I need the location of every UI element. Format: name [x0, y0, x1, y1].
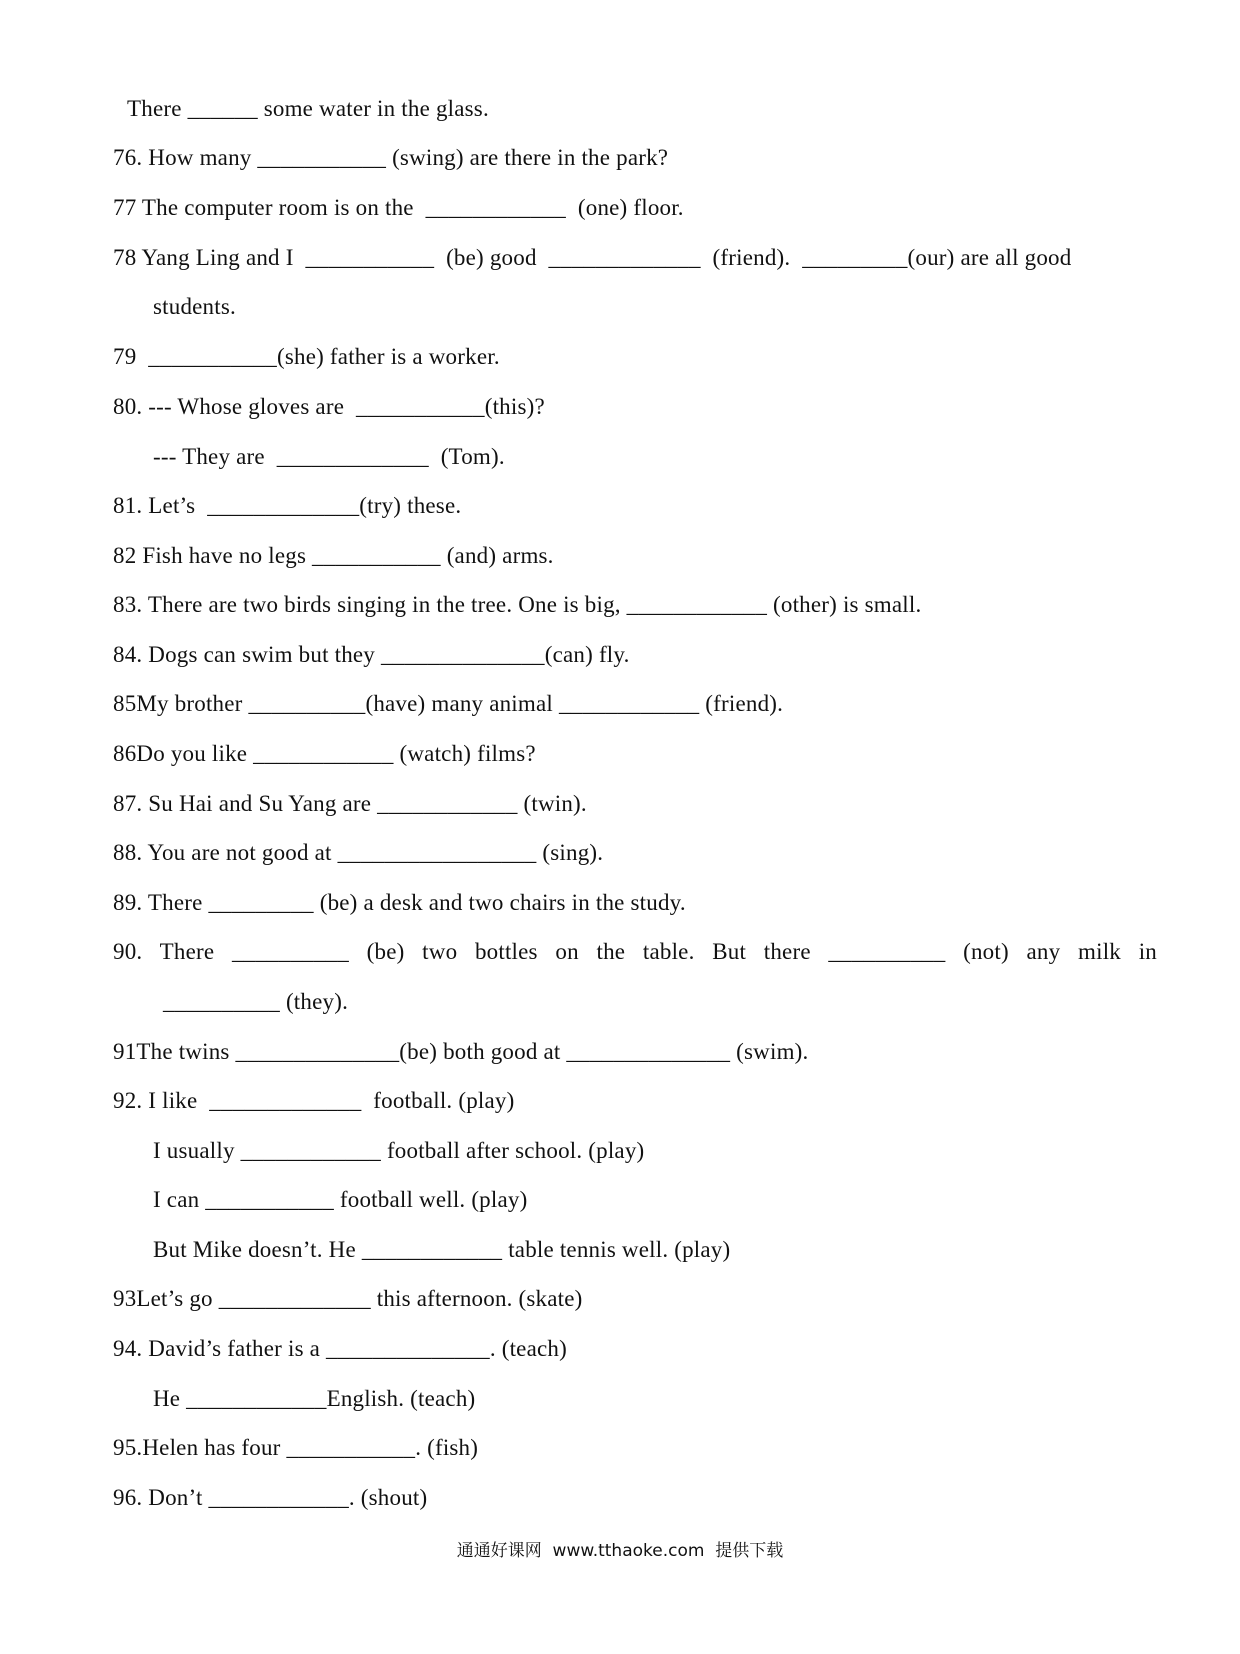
exercise-line-81: 81. Let’s _____________(try) these. — [113, 493, 462, 518]
exercise-line-90: 90. There __________ (be) two bottles on the table. But there __________ (not) any milk in — [113, 939, 1157, 964]
exercise-line-91: 91The twins ______________(be) both good at ______________ (swim). — [113, 1039, 809, 1064]
exercise-line-89: 89. There _________ (be) a desk and two chairs in the study. — [113, 890, 686, 915]
exercise-line-95: 95.Helen has four ___________. (fish) — [113, 1435, 479, 1460]
exercise-line-85: 85My brother __________(have) many animal ____________ (friend). — [113, 691, 784, 716]
exercise-line-76: 76. How many ___________ (swing) are there in the park? — [113, 145, 669, 170]
exercise-line-92: 92. I like _____________ football. (play) — [113, 1088, 515, 1113]
exercise-line-83: 83. There are two birds singing in the tree. One is big, ____________ (other) is small. — [113, 592, 922, 617]
exercise-line-78-continuation: students. — [153, 294, 236, 319]
exercise-line-84: 84. Dogs can swim but they ______________(can) fly. — [113, 642, 630, 667]
exercise-line-79: 79 ___________(she) father is a worker. — [113, 344, 500, 369]
exercise-line-93: 93Let’s go _____________ this afternoon. (skate) — [113, 1286, 583, 1311]
page-footer: 通通好课网 www.tthaoke.com 提供下载 — [456, 1541, 784, 1561]
exercise-line-94: 94. David’s father is a ______________. (teach) — [113, 1336, 567, 1361]
exercise-line-82: 82 Fish have no legs ___________ (and) arms. — [113, 543, 554, 568]
exercise-line-92-b: I usually ____________ football after school. (play) — [153, 1138, 645, 1163]
exercise-line-92-c: I can ___________ football well. (play) — [153, 1187, 528, 1212]
exercise-line-92-d: But Mike doesn’t. He ____________ table tennis well. (play) — [153, 1237, 731, 1262]
exercise-line-86: 86Do you like ____________ (watch) films? — [113, 741, 536, 766]
exercise-line-87: 87. Su Hai and Su Yang are ____________ (twin). — [113, 791, 587, 816]
exercise-line-96: 96. Don’t ____________. (shout) — [113, 1485, 428, 1510]
exercise-line-77: 77 The computer room is on the ____________ (one) floor. — [113, 195, 684, 220]
exercise-line-78: 78 Yang Ling and I ___________ (be) good _____________ (friend). _________(our) are all good — [113, 245, 1072, 270]
exercise-line-80: 80. --- Whose gloves are ___________(this)? — [113, 394, 545, 419]
exercise-line-94-b: He ____________English. (teach) — [153, 1386, 476, 1411]
exercise-line-80-answer: --- They are _____________ (Tom). — [153, 444, 505, 469]
exercise-line-90-continuation: __________ (they). — [163, 989, 349, 1014]
exercise-line-75-continuation: There ______ some water in the glass. — [127, 96, 489, 121]
exercise-line-88: 88. You are not good at _________________ (sing). — [113, 840, 604, 865]
